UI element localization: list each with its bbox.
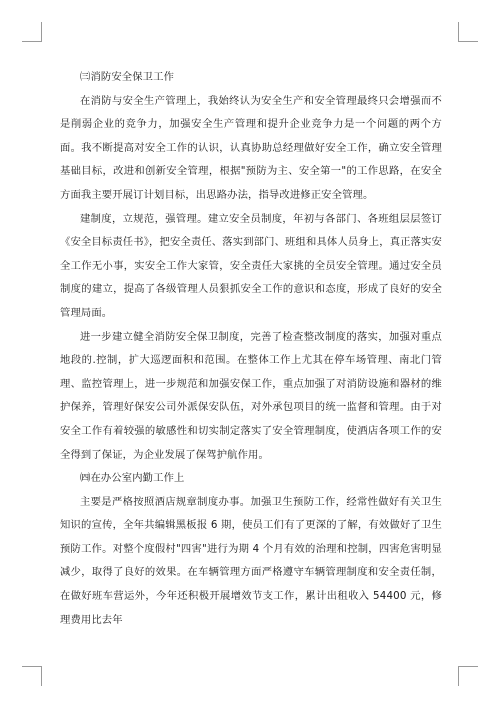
paragraph: 主要是严格按照酒店规章制度办事。加强卫生预防工作，经常性做好有关卫生知识的宣传，全年共编辑黑板报 6 期，使员工们有了更深的了解，有效做好了卫生预防工作。对整个度假村"四害"进行为期 4 个月有效的治理和控制，四害危害明显减少，取得了良好的效果。在车辆管理方面严格遵守车辆管理制度和安全责任制，在做好班车营运外，今年还积极开展增效节支工作，累计出租收入 54400 元，修理费用比去年 <box>60 495 442 626</box>
section-heading-fire-safety: ㈢消防安全保卫工作 <box>80 71 175 83</box>
crop-mark-bottom-right <box>458 666 478 667</box>
paragraph: 进一步建立健全消防安全保卫制度，完善了检查整改制度的落实，加强对重点地段的.控制，扩大巡逻面积和范围。在整体工作上尤其在停车场管理、南北门管理、监控管理上，进一步规范和加强安保工作，重点加强了对消防设施和器材的维护保养，管理好保安公司外派保安队伍，对外承包项目的统一监督和管理。由于对安全工作有着较强的敏感性和切实制定落实了安全管理制度，使酒店各项工作的安全得到了保证，为企业发展了保驾护航作用。 <box>60 330 442 461</box>
section-heading-office: ㈣在办公室内勤工作上 <box>80 472 185 485</box>
crop-mark-top-right <box>458 22 459 42</box>
crop-mark-bottom-right <box>458 666 459 686</box>
crop-mark-bottom-left <box>22 666 42 667</box>
crop-mark-top-left <box>41 22 42 42</box>
crop-mark-top-left <box>22 41 42 42</box>
document-body <box>60 66 442 632</box>
paragraph: 建制度，立规范，强管理。建立安全员制度，年初与各部门、各班组层层签订《安全目标责任书》，把安全责任、落实到部门、班组和具体人员身上，真正落实安全工作无小事，实安全工作大家管，安全责任大家挑的全员安全管理。通过安全员制度的建立，提高了各级管理人员狠抓安全工作的意识和态度，形成了良好的安全管理局面。 <box>60 212 442 319</box>
crop-mark-bottom-left <box>41 666 42 686</box>
crop-mark-top-right <box>458 41 478 42</box>
paragraph: 在消防与安全生产管理上，我始终认为安全生产和安全管理最终只会增强而不是削弱企业的竞争力，加强安全生产管理和提升企业竞争力是一个问题的两个方面。我不断提高对安全工作的认识，认真协助总经理做好安全工作，确立安全管理基础目标，改进和创新安全管理，根据"预防为主、安全第一"的工作思路，在安全方面我主要开展订计划目标，出思路办法，指导改进修正安全管理。 <box>60 94 442 201</box>
